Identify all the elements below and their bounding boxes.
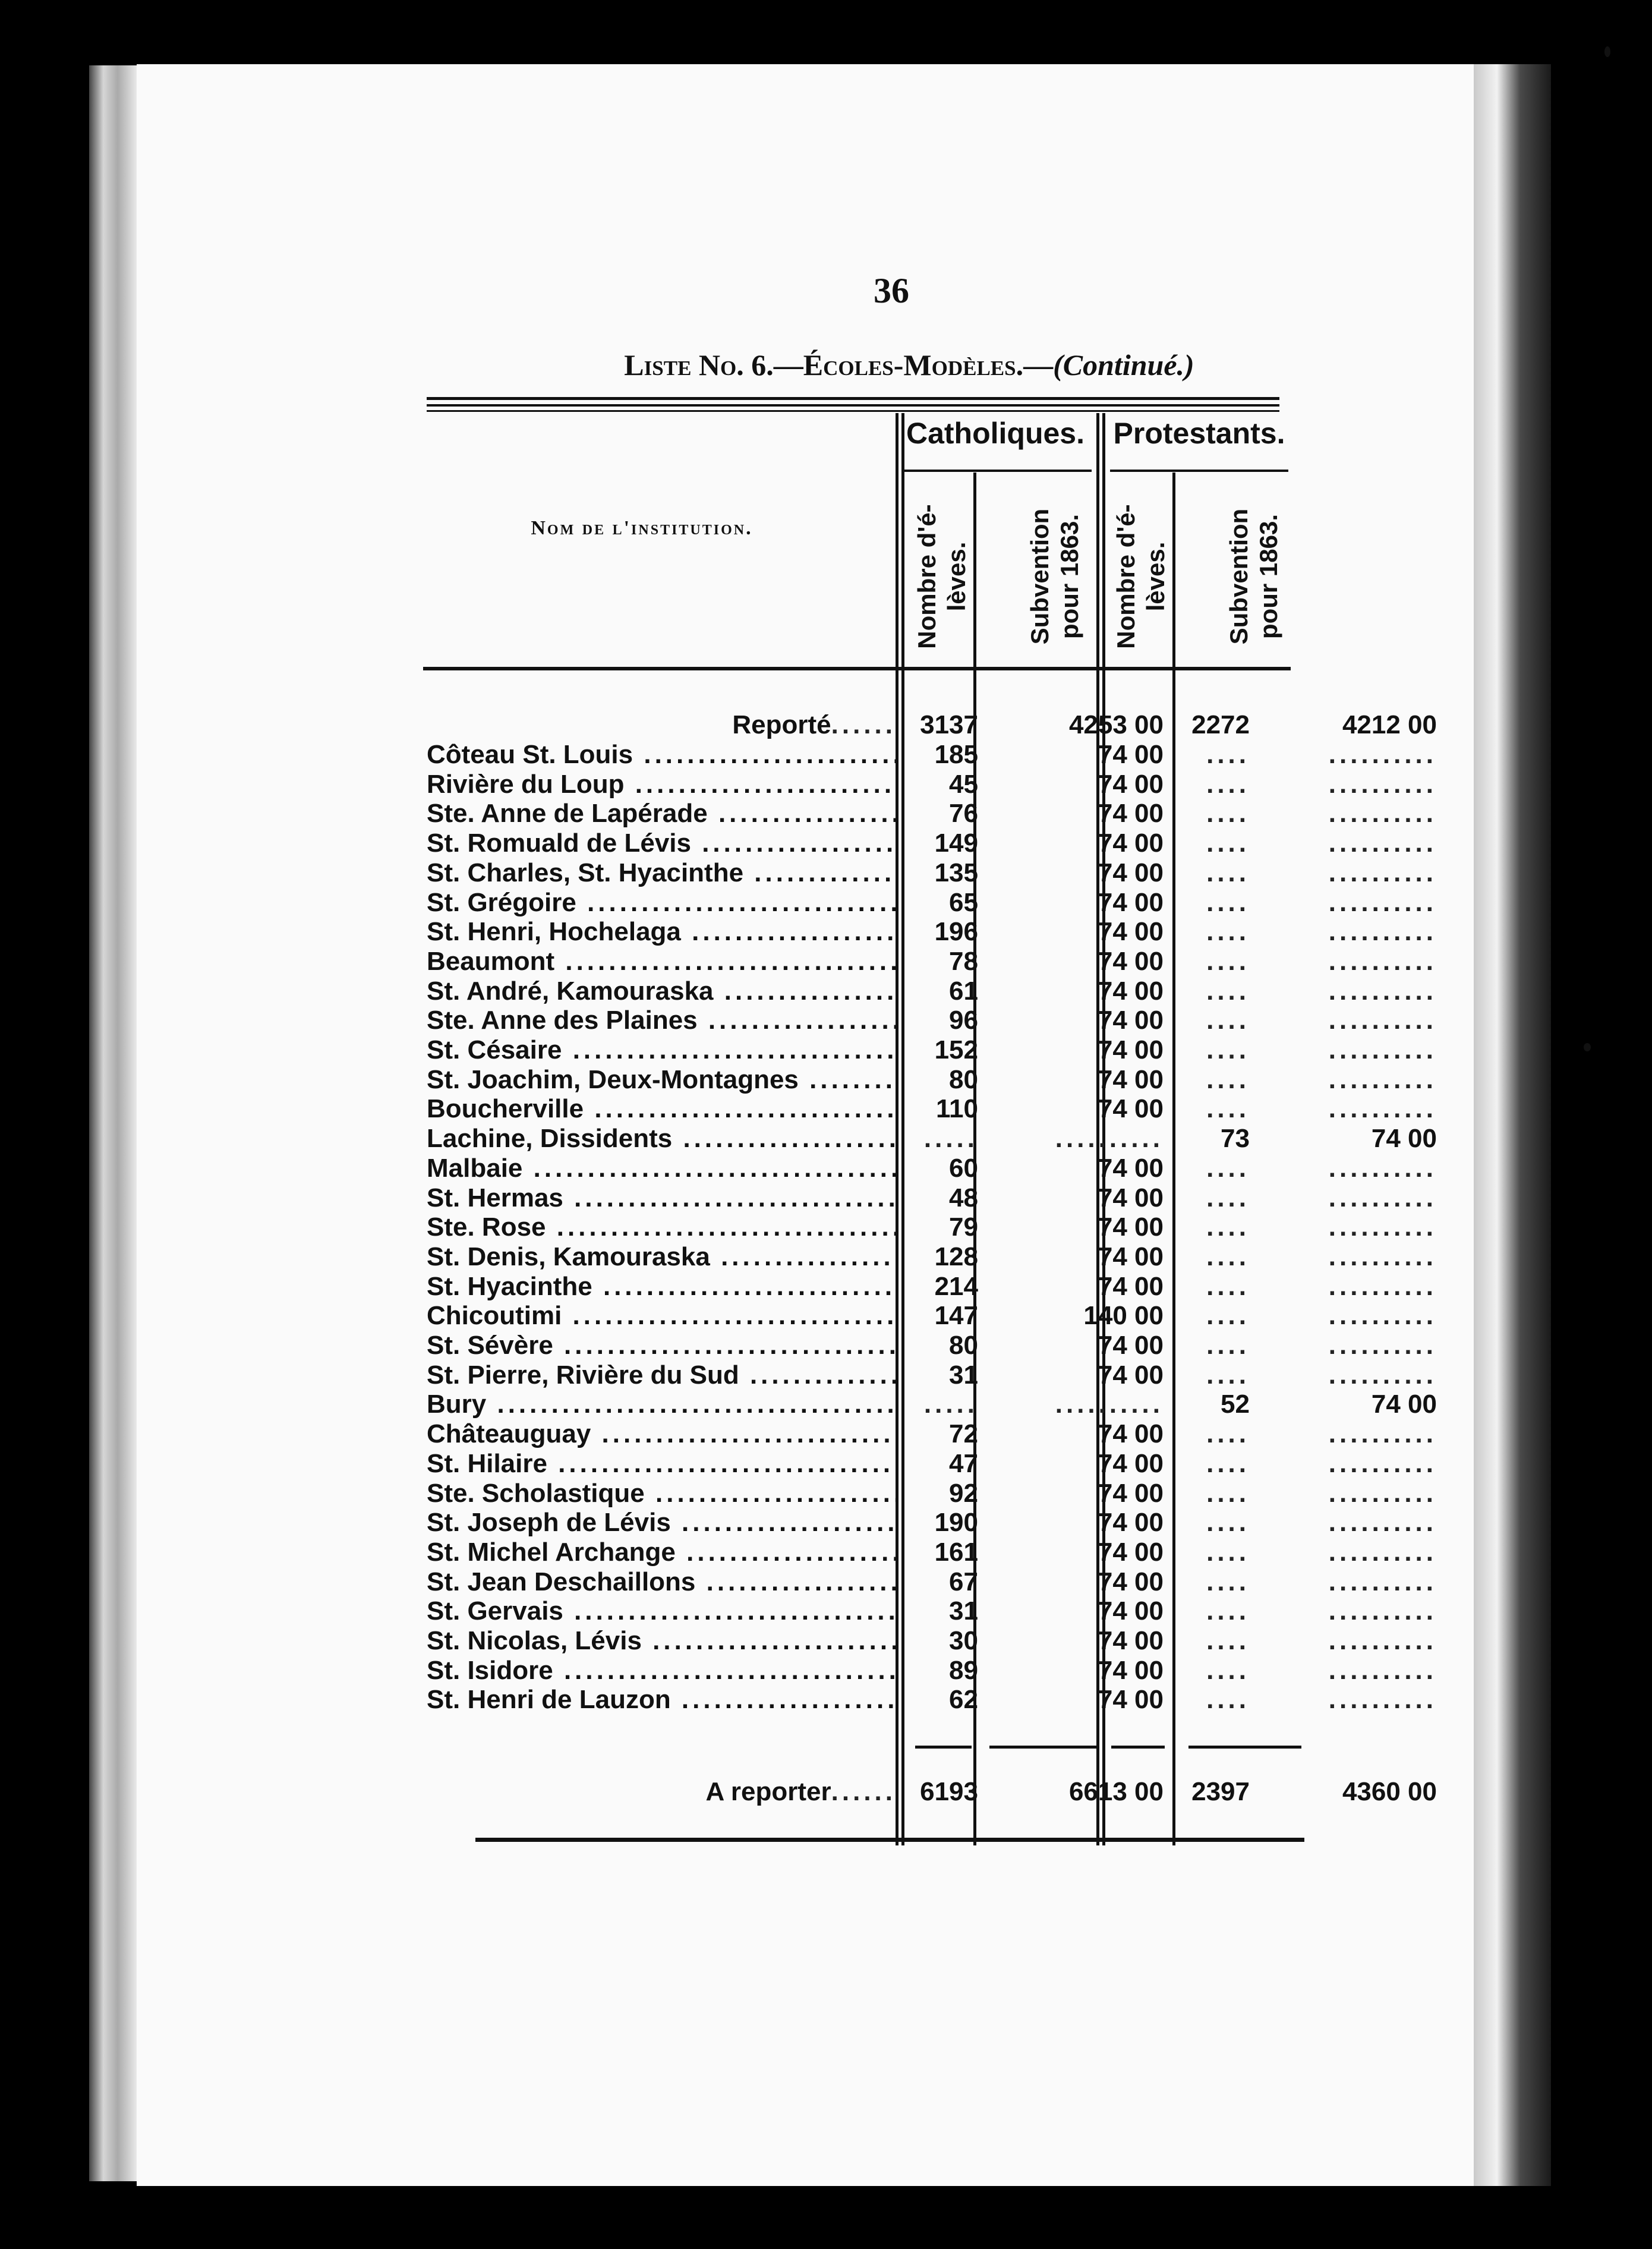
institution-name: St. Hilaire ..... <box>427 1449 896 1479</box>
cat-eleves: 135 <box>934 858 978 887</box>
pro-subvention-empty: .......... <box>1328 947 1437 976</box>
top-rule-2 <box>427 404 1279 407</box>
institution-name: Châteauguay ..... <box>427 1419 896 1449</box>
institution-name: St. Isidore ..... <box>427 1656 896 1686</box>
institution-name: Beaumont ..... <box>427 947 896 977</box>
pro-eleves-empty: .... <box>1206 1035 1250 1064</box>
cat-subvention: 74 00 <box>1098 1360 1164 1390</box>
pro-eleves-empty: .... <box>1206 1596 1250 1626</box>
cat-eleves-empty: ..... <box>923 1124 978 1153</box>
table-row <box>427 829 1437 858</box>
table-row <box>427 1360 1437 1390</box>
cat-subvention: 74 00 <box>1098 1183 1164 1212</box>
pro-eleves-empty: .... <box>1206 888 1250 917</box>
pro-subvention-empty: .......... <box>1328 1567 1437 1596</box>
table-row <box>427 1154 1437 1183</box>
pro-eleves-empty: .... <box>1206 829 1250 858</box>
pro-eleves-empty: .... <box>1206 770 1250 799</box>
pro-subvention-empty: .......... <box>1328 1656 1437 1685</box>
header-cat-eleves-line2: lèves. <box>942 541 970 612</box>
cat-subvention: 74 00 <box>1098 1567 1164 1596</box>
pro-subvention-empty: .......... <box>1328 1479 1437 1508</box>
pro-eleves-empty: .... <box>1206 740 1250 769</box>
institution-name: Chicoutimi ..... <box>427 1301 896 1331</box>
table-row <box>427 1626 1437 1656</box>
institution-name: St. Grégoire ..... <box>427 888 896 918</box>
pro-eleves-empty: .... <box>1206 1419 1250 1448</box>
scan-speck <box>1584 1043 1591 1051</box>
cat-eleves-empty: ..... <box>923 1390 978 1419</box>
total-rule-3 <box>1111 1746 1165 1749</box>
reporte-cat-subvention: 4253 00 <box>1068 710 1164 739</box>
cat-subvention: 74 00 <box>1098 947 1164 976</box>
pro-subvention-empty: .......... <box>1328 917 1437 946</box>
institution-name: St. Hermas ..... <box>427 1183 896 1213</box>
table-row <box>427 1656 1437 1686</box>
cat-subvention: 74 00 <box>1098 1508 1164 1537</box>
cat-eleves: 65 <box>949 888 978 917</box>
cat-eleves: 89 <box>949 1656 978 1685</box>
table-row <box>427 1065 1437 1095</box>
cat-eleves: 185 <box>934 740 978 769</box>
institution-name: St. Henri, Hochelaga ..... <box>427 917 896 947</box>
pro-subvention-empty: .......... <box>1328 1242 1437 1271</box>
list-section: Écoles-Modèles. <box>803 348 1024 382</box>
header-cat-eleves-line1: Nombre d'é- <box>913 504 941 649</box>
table-row <box>427 1242 1437 1272</box>
pro-subvention-empty: .......... <box>1328 1006 1437 1035</box>
pro-eleves-empty: .... <box>1206 1301 1250 1330</box>
table-row <box>427 799 1437 829</box>
catholiques-underline <box>903 470 1092 472</box>
table-row <box>427 1183 1437 1213</box>
header-bottom-rule <box>423 667 1291 670</box>
cat-subvention: 74 00 <box>1098 917 1164 946</box>
institution-name: St. Joseph de Lévis ..... <box>427 1508 896 1538</box>
cat-subvention-empty: .......... <box>1055 1390 1164 1419</box>
table-row <box>427 947 1437 977</box>
cat-eleves: 45 <box>949 770 978 799</box>
header-cat-subvention-line2: pour 1863. <box>1055 514 1083 640</box>
pro-subvention-empty: .......... <box>1328 1685 1437 1714</box>
pro-subvention-empty: .......... <box>1328 1065 1437 1094</box>
pro-eleves-empty: .... <box>1206 1154 1250 1183</box>
cat-subvention: 74 00 <box>1098 1212 1164 1242</box>
table-row <box>427 1538 1437 1567</box>
table-row <box>427 1419 1437 1449</box>
institution-name: St. Césaire ..... <box>427 1035 896 1065</box>
total-rule-2 <box>989 1746 1096 1749</box>
a-reporter-cat-eleves: 6193 <box>920 1777 978 1806</box>
pro-subvention-empty: .......... <box>1328 1212 1437 1242</box>
table-row <box>427 1124 1437 1154</box>
pro-eleves: 52 <box>1221 1390 1250 1419</box>
pro-subvention-empty: .......... <box>1328 799 1437 828</box>
cat-subvention: 74 00 <box>1098 1538 1164 1567</box>
pro-subvention-empty: .......... <box>1328 1094 1437 1123</box>
pro-subvention-empty: .......... <box>1328 1183 1437 1212</box>
table-row <box>427 1094 1437 1124</box>
cat-subvention: 74 00 <box>1098 799 1164 828</box>
table-row <box>427 917 1437 947</box>
cat-subvention: 74 00 <box>1098 1626 1164 1655</box>
pro-subvention-empty: .......... <box>1328 888 1437 917</box>
pro-subvention-empty: .......... <box>1328 1596 1437 1626</box>
header-cat-subvention <box>1022 478 1087 675</box>
cat-subvention: 140 00 <box>1083 1301 1164 1330</box>
page-number: 36 <box>874 271 909 310</box>
table-row <box>427 1390 1437 1419</box>
table-row <box>427 977 1437 1006</box>
pro-subvention-empty: .......... <box>1328 1626 1437 1655</box>
pro-subvention-empty: .......... <box>1328 1154 1437 1183</box>
cat-subvention: 74 00 <box>1098 1449 1164 1478</box>
header-catholiques: Catholiques. <box>906 417 1085 450</box>
institution-name: St. André, Kamouraska ..... <box>427 977 896 1006</box>
cat-eleves: 80 <box>949 1331 978 1360</box>
pro-subvention-empty: .......... <box>1328 1272 1437 1301</box>
cat-eleves: 31 <box>949 1360 978 1390</box>
cat-eleves: 78 <box>949 947 978 976</box>
cat-eleves: 72 <box>949 1419 978 1448</box>
pro-eleves-empty: .... <box>1206 1449 1250 1478</box>
cat-eleves: 110 <box>936 1094 978 1123</box>
table-row <box>427 1035 1437 1065</box>
reporte-row <box>427 710 1437 740</box>
cat-eleves: 60 <box>949 1154 978 1183</box>
cat-eleves: 152 <box>934 1035 978 1064</box>
page-edge-left <box>89 65 137 2181</box>
cat-subvention: 74 00 <box>1098 1065 1164 1094</box>
cat-subvention: 74 00 <box>1098 1242 1164 1271</box>
cat-subvention-empty: .......... <box>1055 1124 1164 1153</box>
pro-subvention-empty: .......... <box>1328 858 1437 887</box>
table-row <box>427 1212 1437 1242</box>
table-row <box>427 1508 1437 1538</box>
cat-eleves: 147 <box>934 1301 978 1330</box>
pro-eleves-empty: .... <box>1206 799 1250 828</box>
cat-eleves: 30 <box>949 1626 978 1655</box>
pro-eleves-empty: .... <box>1206 1656 1250 1685</box>
cat-eleves: 31 <box>949 1596 978 1626</box>
header-pro-subvention-line1: Subvention <box>1225 508 1253 645</box>
cat-eleves: 190 <box>934 1508 978 1537</box>
pro-eleves-empty: .... <box>1206 1331 1250 1360</box>
pro-eleves-empty: .... <box>1206 1685 1250 1714</box>
total-rule-4 <box>1188 1746 1301 1749</box>
cat-subvention: 74 00 <box>1098 829 1164 858</box>
institution-name: Boucherville ..... <box>427 1094 896 1124</box>
cat-eleves: 214 <box>934 1272 978 1301</box>
reporte-cat-eleves: 3137 <box>920 710 978 739</box>
table-row <box>427 858 1437 888</box>
table-row <box>427 1449 1437 1479</box>
cat-eleves: 196 <box>934 917 978 946</box>
table-row <box>427 1301 1437 1331</box>
reporte-pro-eleves: 2272 <box>1191 710 1250 739</box>
pro-subvention-empty: .......... <box>1328 1360 1437 1390</box>
cat-eleves: 48 <box>949 1183 978 1212</box>
total-rule-1 <box>915 1746 972 1749</box>
header-pro-subvention-line2: pour 1863. <box>1254 514 1282 640</box>
header-pro-eleves-line1: Nombre d'é- <box>1112 504 1140 649</box>
pro-subvention: 74 00 <box>1371 1390 1437 1419</box>
pro-eleves-empty: .... <box>1206 1094 1250 1123</box>
cat-eleves: 47 <box>949 1449 978 1478</box>
institution-name: St. Nicolas, Lévis ..... <box>427 1626 896 1656</box>
table-row <box>427 1331 1437 1360</box>
table-row <box>427 1272 1437 1302</box>
a-reporter-label-text: A reporter <box>705 1777 831 1806</box>
pro-eleves-empty: .... <box>1206 1508 1250 1537</box>
a-reporter-pro-subvention: 4360 00 <box>1342 1777 1437 1806</box>
cat-eleves: 67 <box>949 1567 978 1596</box>
cat-eleves: 149 <box>934 829 978 858</box>
institution-name: St. Jean Deschaillons ..... <box>427 1567 896 1597</box>
institution-name: Ste. Anne des Plaines ..... <box>427 1006 896 1035</box>
list-title: Liste No. 6.—Écoles-Modèles.—(Continué.) <box>624 348 1194 382</box>
cat-subvention: 74 00 <box>1098 740 1164 769</box>
cat-eleves: 62 <box>949 1685 978 1714</box>
cat-subvention: 74 00 <box>1098 1272 1164 1301</box>
pro-eleves-empty: .... <box>1206 1538 1250 1567</box>
table-row <box>427 1567 1437 1597</box>
cat-eleves: 79 <box>949 1212 978 1242</box>
cat-subvention: 74 00 <box>1098 858 1164 887</box>
cat-subvention: 74 00 <box>1098 1035 1164 1064</box>
reporte-label: Reporté...... <box>732 710 896 739</box>
header-nom-institution: Nom de l'institution. <box>531 517 753 539</box>
header-pro-eleves-line2: lèves. <box>1142 541 1169 612</box>
scan-speck-2 <box>1604 46 1610 57</box>
header-protestants: Protestants. <box>1113 417 1285 450</box>
cat-subvention: 74 00 <box>1098 1094 1164 1123</box>
cat-subvention: 74 00 <box>1098 1479 1164 1508</box>
pro-eleves-empty: .... <box>1206 1242 1250 1271</box>
pro-eleves-empty: .... <box>1206 1567 1250 1596</box>
cat-eleves: 61 <box>949 977 978 1006</box>
pro-eleves: 73 <box>1221 1124 1250 1153</box>
institution-name: St. Pierre, Rivière du Sud ..... <box>427 1360 896 1390</box>
table-row <box>427 888 1437 918</box>
institution-name: St. Denis, Kamouraska ..... <box>427 1242 896 1272</box>
pro-eleves-empty: .... <box>1206 947 1250 976</box>
institution-name: St. Sévère ..... <box>427 1331 896 1360</box>
pro-subvention-empty: .......... <box>1328 1419 1437 1448</box>
cat-eleves: 161 <box>934 1538 978 1567</box>
top-rule-3 <box>427 410 1279 412</box>
cat-subvention: 74 00 <box>1098 1656 1164 1685</box>
pro-subvention-empty: .......... <box>1328 1331 1437 1360</box>
institution-name: St. Hyacinthe ..... <box>427 1272 896 1302</box>
pro-eleves-empty: .... <box>1206 1006 1250 1035</box>
page-edge-right <box>1474 64 1551 2186</box>
protestants-underline <box>1110 470 1288 472</box>
cat-subvention: 74 00 <box>1098 1596 1164 1626</box>
table-row <box>427 1479 1437 1508</box>
pro-subvention-empty: .......... <box>1328 1301 1437 1330</box>
cat-subvention: 74 00 <box>1098 888 1164 917</box>
institution-name: Bury ..... <box>427 1390 896 1419</box>
institution-name: Côteau St. Louis ..... <box>427 740 896 770</box>
top-rule <box>427 397 1279 400</box>
cat-subvention: 74 00 <box>1098 770 1164 799</box>
pro-subvention-empty: .......... <box>1328 1538 1437 1567</box>
institution-name: St. Michel Archange ..... <box>427 1538 896 1567</box>
reporte-pro-subvention: 4212 00 <box>1342 710 1437 739</box>
pro-eleves-empty: .... <box>1206 1360 1250 1390</box>
a-reporter-cat-subvention: 6613 00 <box>1068 1777 1164 1806</box>
cat-subvention: 74 00 <box>1098 1331 1164 1360</box>
cat-eleves: 92 <box>949 1479 978 1508</box>
institution-name: St. Charles, St. Hyacinthe ..... <box>427 858 896 888</box>
header-cat-eleves <box>909 478 975 675</box>
header-cat-subvention-line1: Subvention <box>1026 508 1054 645</box>
institution-name: Ste. Scholastique ..... <box>427 1479 896 1508</box>
a-reporter-label: A reporter...... <box>705 1777 896 1806</box>
institution-name: Ste. Rose ..... <box>427 1212 896 1242</box>
cat-subvention: 74 00 <box>1098 1685 1164 1714</box>
table-row <box>427 1685 1437 1715</box>
pro-eleves-empty: .... <box>1206 1272 1250 1301</box>
table-row <box>427 1596 1437 1626</box>
cat-eleves: 76 <box>949 799 978 828</box>
a-reporter-row <box>427 1777 1437 1807</box>
pro-eleves-empty: .... <box>1206 1212 1250 1242</box>
pro-eleves-empty: .... <box>1206 1479 1250 1508</box>
header-pro-subvention <box>1221 478 1287 675</box>
cat-subvention: 74 00 <box>1098 1154 1164 1183</box>
pro-subvention-empty: .......... <box>1328 740 1437 769</box>
pro-eleves-empty: .... <box>1206 1065 1250 1094</box>
list-number: Liste No. 6. <box>624 348 774 382</box>
pro-subvention-empty: .......... <box>1328 829 1437 858</box>
table-row <box>427 740 1437 770</box>
pro-subvention-empty: .......... <box>1328 1035 1437 1064</box>
cat-eleves: 128 <box>934 1242 978 1271</box>
pro-eleves-empty: .... <box>1206 1183 1250 1212</box>
institution-name: St. Joachim, Deux-Montagnes ..... <box>427 1065 896 1095</box>
cat-subvention: 74 00 <box>1098 1006 1164 1035</box>
pro-eleves-empty: .... <box>1206 917 1250 946</box>
pro-eleves-empty: .... <box>1206 858 1250 887</box>
header-pro-eleves <box>1108 478 1174 675</box>
pro-eleves-empty: .... <box>1206 1626 1250 1655</box>
institution-name: Lachine, Dissidents ..... <box>427 1124 896 1154</box>
pro-eleves-empty: .... <box>1206 977 1250 1006</box>
pro-subvention-empty: .......... <box>1328 977 1437 1006</box>
institution-name: Rivière du Loup ..... <box>427 770 896 799</box>
pro-subvention-empty: .......... <box>1328 1449 1437 1478</box>
bottom-rule <box>475 1838 1304 1842</box>
reporte-label-text: Reporté <box>732 710 831 739</box>
cat-eleves: 80 <box>949 1065 978 1094</box>
institution-name: Ste. Anne de Lapérade ..... <box>427 799 896 829</box>
cat-eleves: 96 <box>949 1006 978 1035</box>
table-row <box>427 770 1437 799</box>
cat-subvention: 74 00 <box>1098 1419 1164 1448</box>
list-note: (Continué.) <box>1053 348 1194 382</box>
institution-name: St. Gervais ..... <box>427 1596 896 1626</box>
institution-name: Malbaie ..... <box>427 1154 896 1183</box>
table-row <box>427 1006 1437 1035</box>
pro-subvention-empty: .......... <box>1328 770 1437 799</box>
institution-name: St. Henri de Lauzon ..... <box>427 1685 896 1715</box>
institution-name: St. Romuald de Lévis ..... <box>427 829 896 858</box>
cat-subvention: 74 00 <box>1098 977 1164 1006</box>
a-reporter-pro-eleves: 2397 <box>1191 1777 1250 1806</box>
pro-subvention: 74 00 <box>1371 1124 1437 1153</box>
pro-subvention-empty: .......... <box>1328 1508 1437 1537</box>
